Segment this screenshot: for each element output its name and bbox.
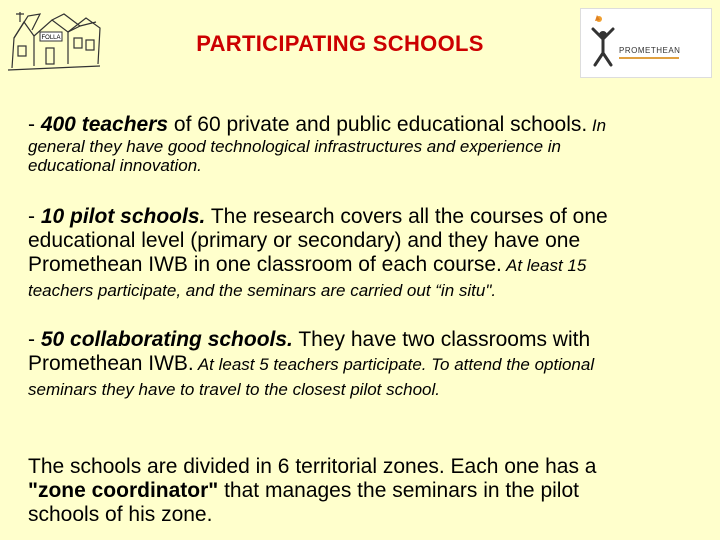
p1-dash: - xyxy=(28,113,41,136)
p4-bold: "zone coordinator" xyxy=(28,479,219,502)
p1-small-a: In xyxy=(587,116,607,135)
p2-bold: 10 pilot schools. xyxy=(40,205,206,228)
p1-small-b: general they have good technological infrastructures and experience in xyxy=(28,137,562,156)
p3-small-a: At least 5 teachers participate. To attend the optional xyxy=(193,355,595,374)
p2-line3: Promethean IWB in one classroom of each course. xyxy=(28,253,502,276)
p2-small-a: At least 15 xyxy=(501,256,587,275)
promethean-logo xyxy=(580,8,712,78)
p1-rest: of 60 private and public educational schools. xyxy=(168,113,588,136)
p3-small-b: seminars they have to travel to the closest pilot school. xyxy=(28,380,440,399)
p2-line2: educational level (primary or secondary) and they have one xyxy=(28,229,581,252)
paragraph-pilot-schools xyxy=(28,205,703,300)
p3-line2: Promethean IWB. xyxy=(28,352,194,375)
paragraph-collaborating-schools xyxy=(28,328,703,399)
paragraph-teachers xyxy=(28,113,703,175)
p3-line1-rest: They have two classrooms with xyxy=(292,328,591,351)
slide-title: PARTICIPATING SCHOOLS xyxy=(196,31,484,56)
paragraph-zones xyxy=(28,455,703,527)
p1-small-c: educational innovation. xyxy=(28,156,202,175)
p3-bold: 50 collaborating schools. xyxy=(40,328,293,351)
logo-sign-text: FOLLA xyxy=(41,35,61,41)
p4-line1: The schools are divided in 6 territorial zones. Each one has a xyxy=(28,455,597,478)
promethean-logo-text: PROMETHEAN xyxy=(619,46,681,55)
promethean-figure-icon xyxy=(581,9,711,77)
p4-line3: schools of his zone. xyxy=(28,503,213,526)
p2-line1-rest: The research covers all the courses of one xyxy=(205,205,608,228)
p2-small-b: teachers participate, and the seminars are carried out “in situ". xyxy=(28,281,497,300)
p3-dash: - xyxy=(28,328,41,351)
p2-dash: - xyxy=(28,205,41,228)
p1-bold: 400 teachers xyxy=(40,113,169,136)
p4-line2-rest: that manages the seminars in the pilot xyxy=(218,479,579,502)
